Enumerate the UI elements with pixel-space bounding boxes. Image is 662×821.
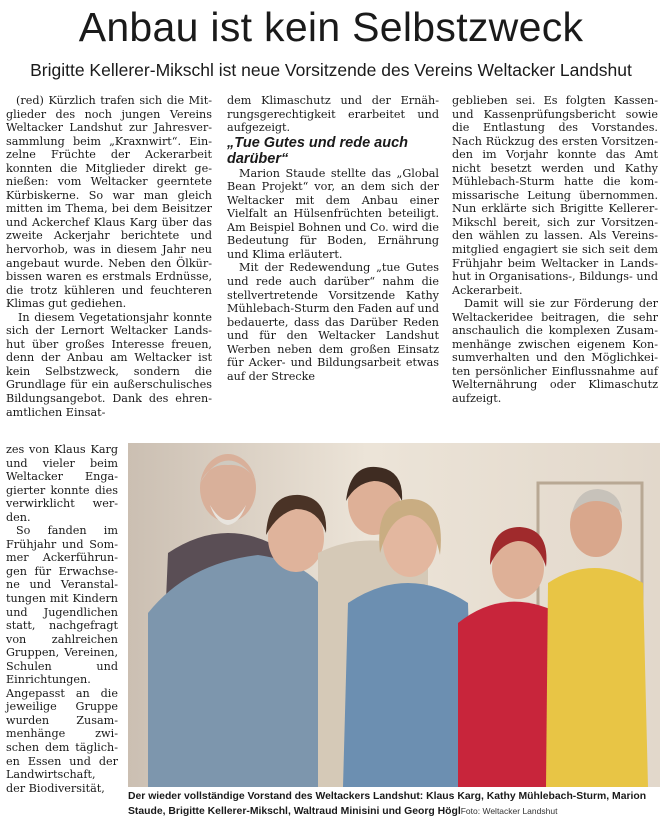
group-photo — [128, 443, 660, 787]
caption-text: Der wieder vollständige Vorstand des Weltackers Landshut: Klaus Karg, Kathy Mühlebach-Sturm, Marion Staude, Brigitte Kellerer-Mikschl, Waltraud Minisini und Georg Högl — [128, 791, 647, 817]
article-column-1 — [6, 94, 212, 419]
paragraph: Mit der Redewendung „tue Gutes und rede auch darüber“ nahm die stellvertretende Vorsitzende Kathy Mühlebach-Sturm den Faden auf und bedauerte, dass das Darüber Reden und für den Weltacker Landshut Werben neben dem großen Einsatz für Acker- und Bildungsarbeit etwas auf der Strecke — [227, 261, 439, 383]
paragraph: Marion Staude stellte das „Global Bean Projekt“ vor, an dem sich der Weltacker mit dem Anbau einer Vielfalt an Hülsenfrüchten beteiligt. Am Beispiel Bohnen und Co. wird die Bedeutung für Boden, Ernährung und Klima erläutert. — [227, 166, 439, 261]
article-column-1-narrow — [6, 443, 118, 795]
photo-caption — [128, 789, 662, 819]
paragraph: (red) Kürzlich trafen sich die Mitglieder des noch jungen Vereins Weltacker Landshut zur Jahresversammlung beim „Kraxnwirt“. Einzelne Früchte der Ackerarbeit konnten die Mitglieder direkt genießen: vom Weltacker geerntete Kürbiskerne. So war man gleich mitten im Thema, bei dem Beisitzer und Ackerchef Klaus Karg über das zweite Ackerjahr berichtete und hervorhob, was in diesem Jahr neu angebaut wurde. Neben den Ölkürbissen waren es erstmals Erdnüsse, die trotz kühleren und feuchteren Klimas gut gediehen. — [6, 94, 212, 311]
photo-credit: Foto: Weltacker Landshut — [460, 806, 558, 816]
section-subhead: „Tue Gutes und rede auch darüber“ — [227, 134, 409, 167]
paragraph: geblieben sei. Es folgten Kassen- und Kassenprüfungsbericht sowie die Entlastung des Vorstandes. Nach Rückzug des ersten Vorsitzenden im Vorjahr konnte das Amt nicht besetzt werden und Kathy Mühlebach-Sturm hatte die kommissarische Leitung übernommen. Nun erklärte sich Brigitte Kellerer-Mikschl bereit, sich zur Vorsitzenden wählen zu lassen. Als Vereinsmitglied engagiert sie sich seit dem Frühjahr beim Weltacker in Landshut in Organisations-, Bildungs- und Ackerarbeit. — [452, 94, 658, 297]
paragraph: So fanden im Frühjahr und Sommer Ackerführungen für Erwachsene und Veranstaltungen mit Kindern und Jugendlichen statt, nachgefragt von zahlreichen Gruppen, Vereinen, Schulen und Einrichtungen. Angepasst an die jeweilige Gruppe wurden Zusammenhänge zwischen dem täglichen Essen und der Landwirtschaft, der Biodiversität, — [6, 524, 118, 795]
paragraph: In diesem Vegetationsjahr konnte sich der Lernort Weltacker Landshut über großes Interesse freuen, denn der Anbau am Weltacker ist kein Selbstzweck, sondern die Grundlage für ein außerschulisches Bildungsangebot. Dank des ehrenamtlichen Einsat- — [6, 310, 212, 419]
article-subheadline: Brigitte Kellerer-Mikschl ist neue Vorsitzende des Vereins Weltacker Landshut — [30, 60, 632, 80]
article-headline: Anbau ist kein Selbstzweck — [78, 4, 584, 50]
article-column-3 — [452, 94, 658, 406]
paragraph: dem Klimaschutz und der Ernährungsgerechtigkeit erarbeitet und aufgezeigt. — [227, 94, 439, 135]
paragraph: Damit will sie zur Förderung der Weltackeridee beitragen, die sehr anschaulich die komplexen Zusammenhänge zwischen eigenem Konsumverhalten und den Möglichkeiten persönlicher Einflussnahme auf Welternährung oder Klimaschutz aufzeigt. — [452, 297, 658, 406]
article-column-2 — [227, 94, 439, 383]
paragraph: zes von Klaus Karg und vieler beim Weltacker Engagierter konnte dies verwirklicht werden. — [6, 443, 118, 524]
